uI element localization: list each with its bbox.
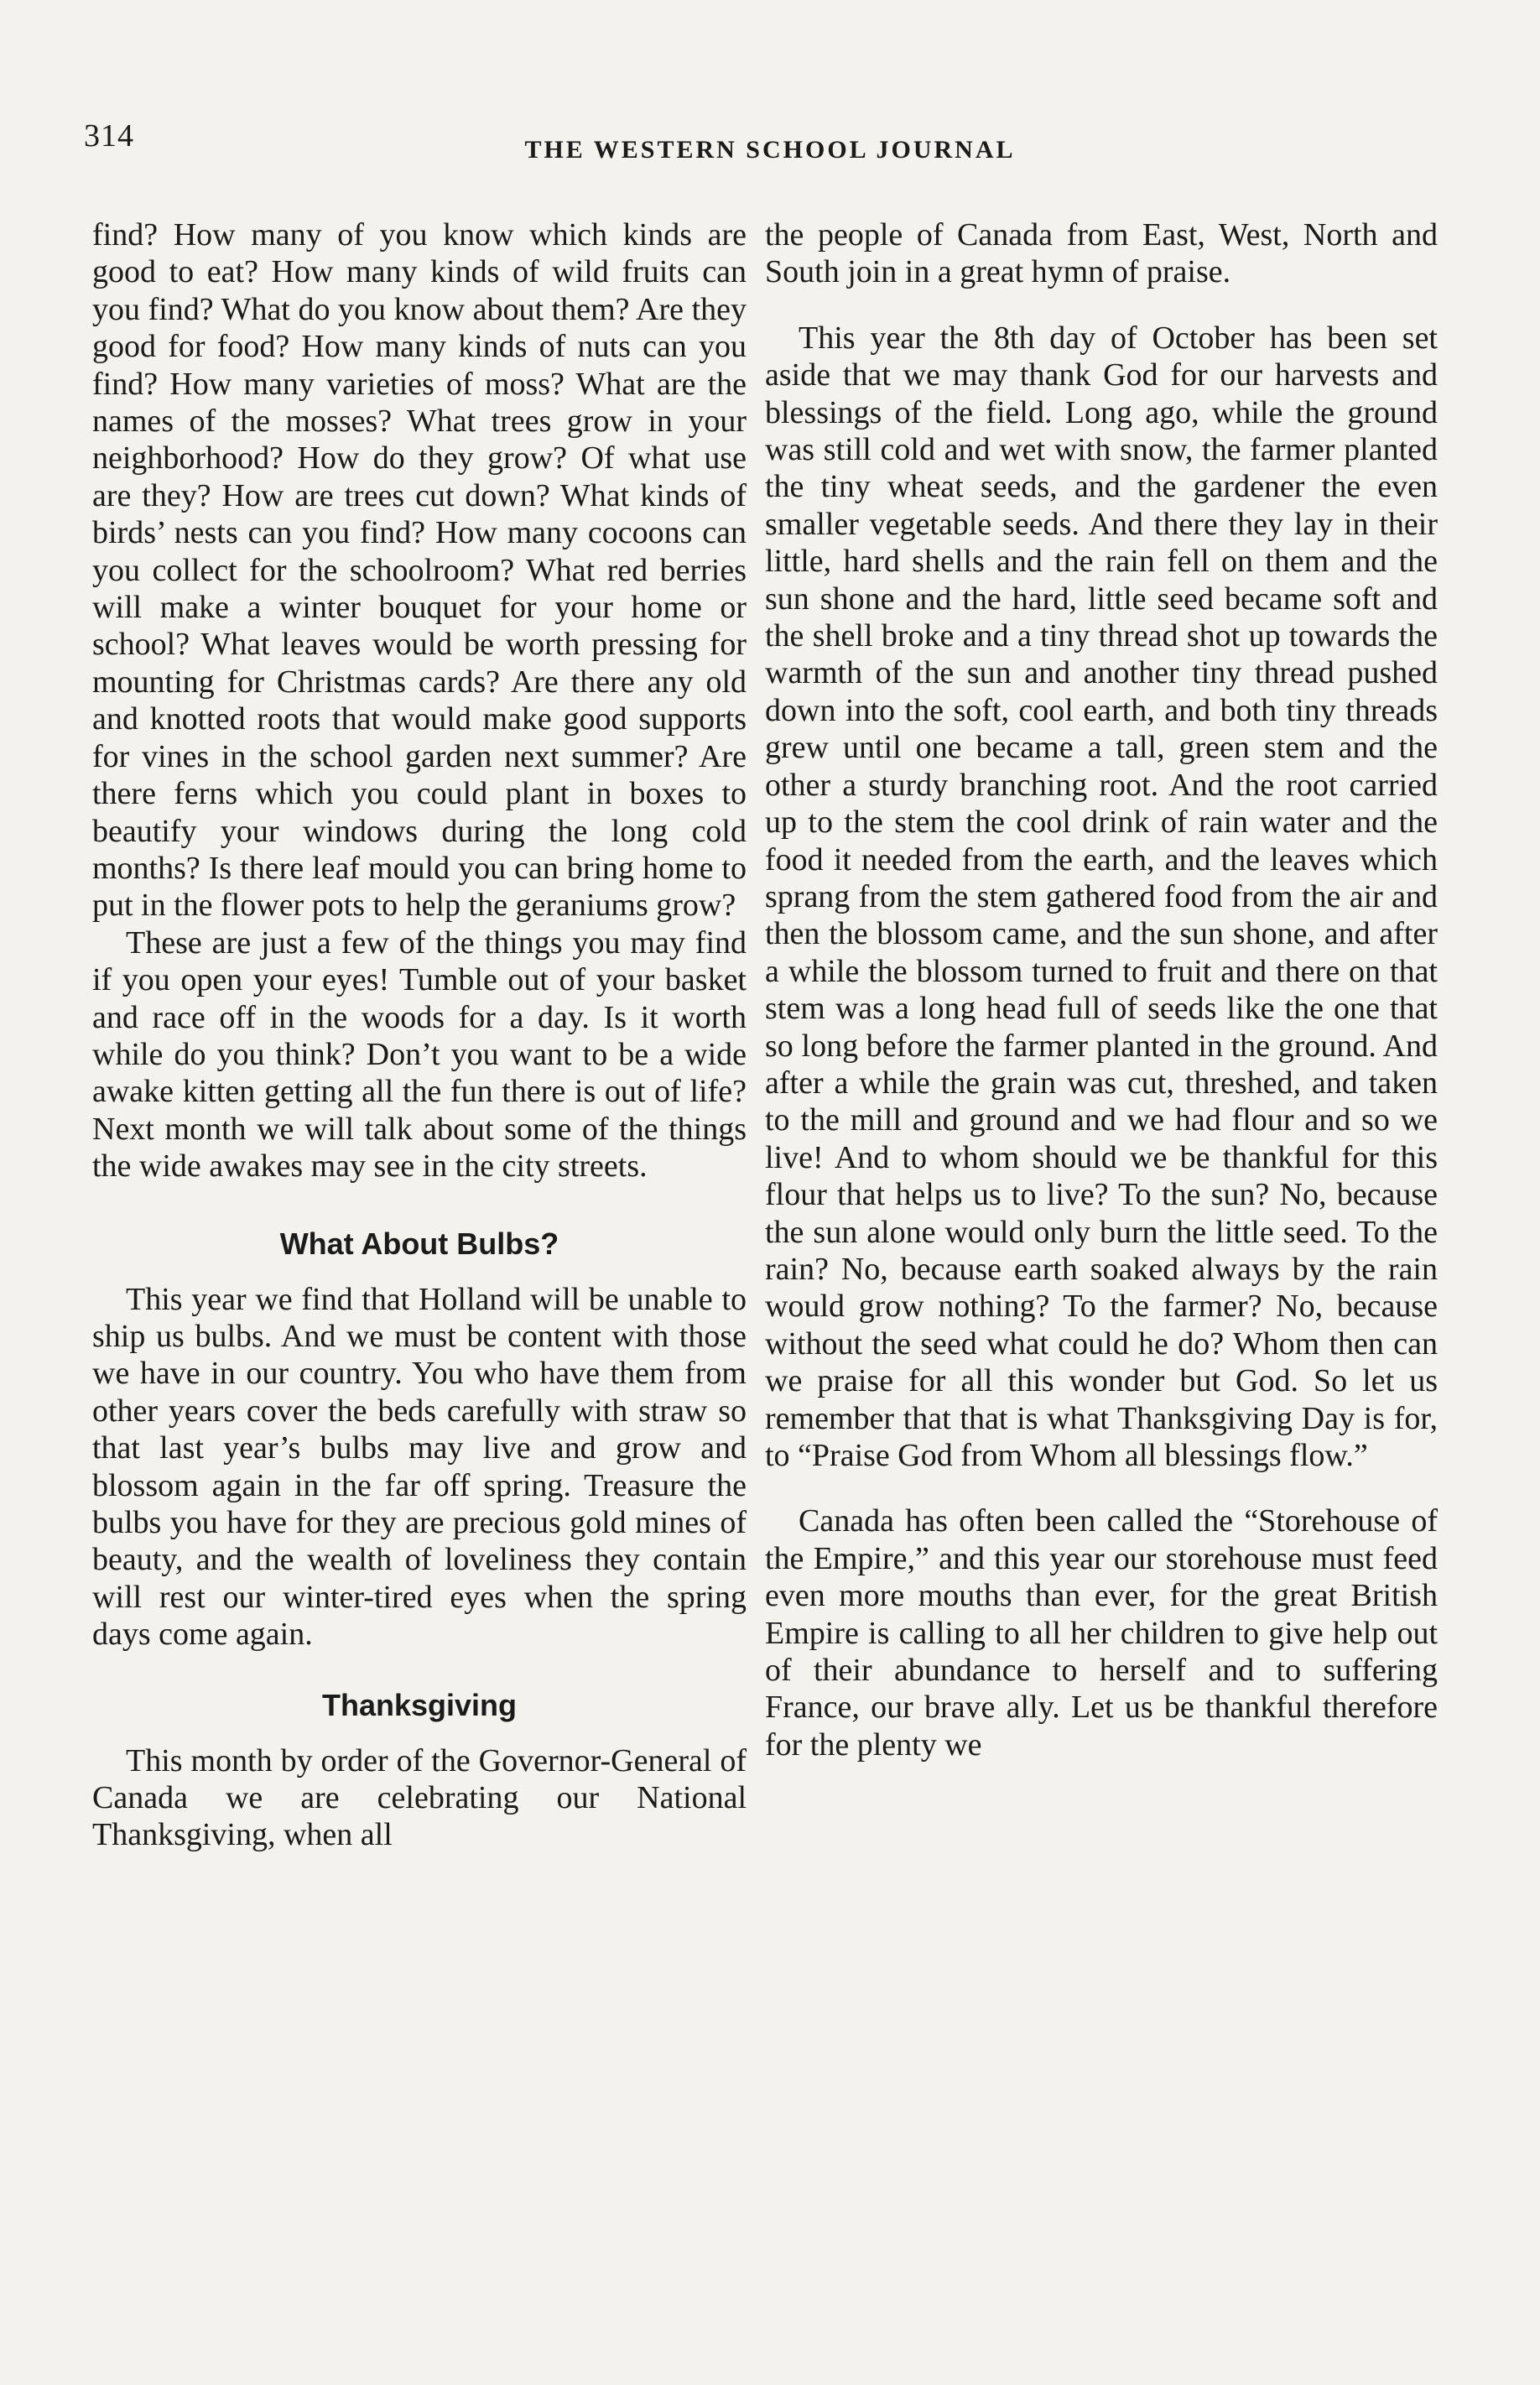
paragraph-harvest-story: This year the 8th day of October has been set aside that we may thank God for our harvests and blessings of the field. Long ago, while the ground was still cold and wet with snow, the farmer planted the tiny wheat seeds, and the gardener the even smaller vegetable seeds. And there they lay in their little, hard shells and the rain fell on them and the sun shone and the hard, little seed became soft and the shell broke and a tiny thread shot up towards the warmth of the sun and another tiny thread pushed down into the soft, cool earth, and both tiny threads grew until one became a tall, green stem and the other a sturdy branching root. And the root carried up to the stem the cool drink of rain water and the food it needed from the earth, and the leaves which sprang from the stem gathered food from the air and then the blossom came, and the sun shone, and after a while the blossom turned to fruit and there on that stem was a long head full of seeds like the one that so long before the farmer planted in the ground. And after a while the grain was cut, threshed, and taken to the mill and ground and we had flour and so we live! And to whom should we be thankful for this flour that helps us to live? To the sun? No, because the sun alone would only burn the little seed. To the rain? No, because earth soaked always by the rain would grow nothing? To the farmer? No, because without the seed what could he do? Whom then can we praise for all this wonder but God. So let us remember that that is what Thanksgiving Day is for, to “Praise God from Whom all blessings flow.” bbox=[765, 320, 1438, 1473]
paragraph-bulbs: This year we find that Holland will be unable to ship us bulbs. And we must be content with those we have in our country. You who have them from other years cover the beds carefully with straw so that last year’s bulbs may live and grow and blossom again in the far off spring. Treasure the bulbs you have for they are precious gold mines of beauty, and the wealth of loveliness they contain will rest our winter-tired eyes when the spring days come again. bbox=[92, 1281, 747, 1653]
page-number: 314 bbox=[84, 118, 134, 154]
paragraph-thanksgiving-intro: This month by order of the Governor-General of Canada we are celebrating our National Thanksgiving, when all bbox=[92, 1742, 747, 1853]
running-head: THE WESTERN SCHOOL JOURNAL bbox=[524, 136, 1016, 164]
left-column bbox=[92, 216, 747, 1854]
heading-what-about-bulbs: What About Bulbs? bbox=[279, 1226, 559, 1261]
paragraph-open-your-eyes: These are just a few of the things you may find if you open your eyes! Tumble out of your basket and race off in the woods for a day. Is it worth while do you think? Don’t you want to be a wide awake kitten getting all the fun there is out of life? Next month we will talk about some of the things the wide awakes may see in the city streets. bbox=[92, 924, 747, 1185]
paragraph-hymn-of-praise: the people of Canada from East, West, North and South join in a great hymn of praise. bbox=[765, 217, 1438, 290]
heading-thanksgiving: Thanksgiving bbox=[321, 1687, 518, 1722]
paragraph-nature-questions: find? How many of you know which kinds are good to eat? How many kinds of wild fruits can you find? What do you know about them? Are they good for food? How many kinds of nuts can you find? How many varieties of moss? What are the names of the mosses? What trees grow in your neighborhood? How do they grow? Of what use are they? How are trees cut down? What kinds of birds’ nests can you find? How many cocoons can you collect for the schoolroom? What red berries will make a winter bouquet for your home or school? What leaves would be worth pressing for mounting for Christmas cards? Are there any old and knotted roots that would make good supports for vines in the school garden next summer? Are there ferns which you could plant in boxes to beautify your windows during the long cold months? Is there leaf mould you can bring home to put in the flower pots to help the geraniums grow? bbox=[92, 217, 747, 924]
paragraph-storehouse-empire: Canada has often been called the “Storehouse of the Empire,” and this year our storehouse must feed even more mouths than ever, for the great British Empire is calling to all her children to give help out of their abundance to herself and to suffering France, our brave ally. Let us be thankful therefore for the plenty we bbox=[765, 1503, 1438, 1763]
right-column bbox=[765, 216, 1438, 1763]
